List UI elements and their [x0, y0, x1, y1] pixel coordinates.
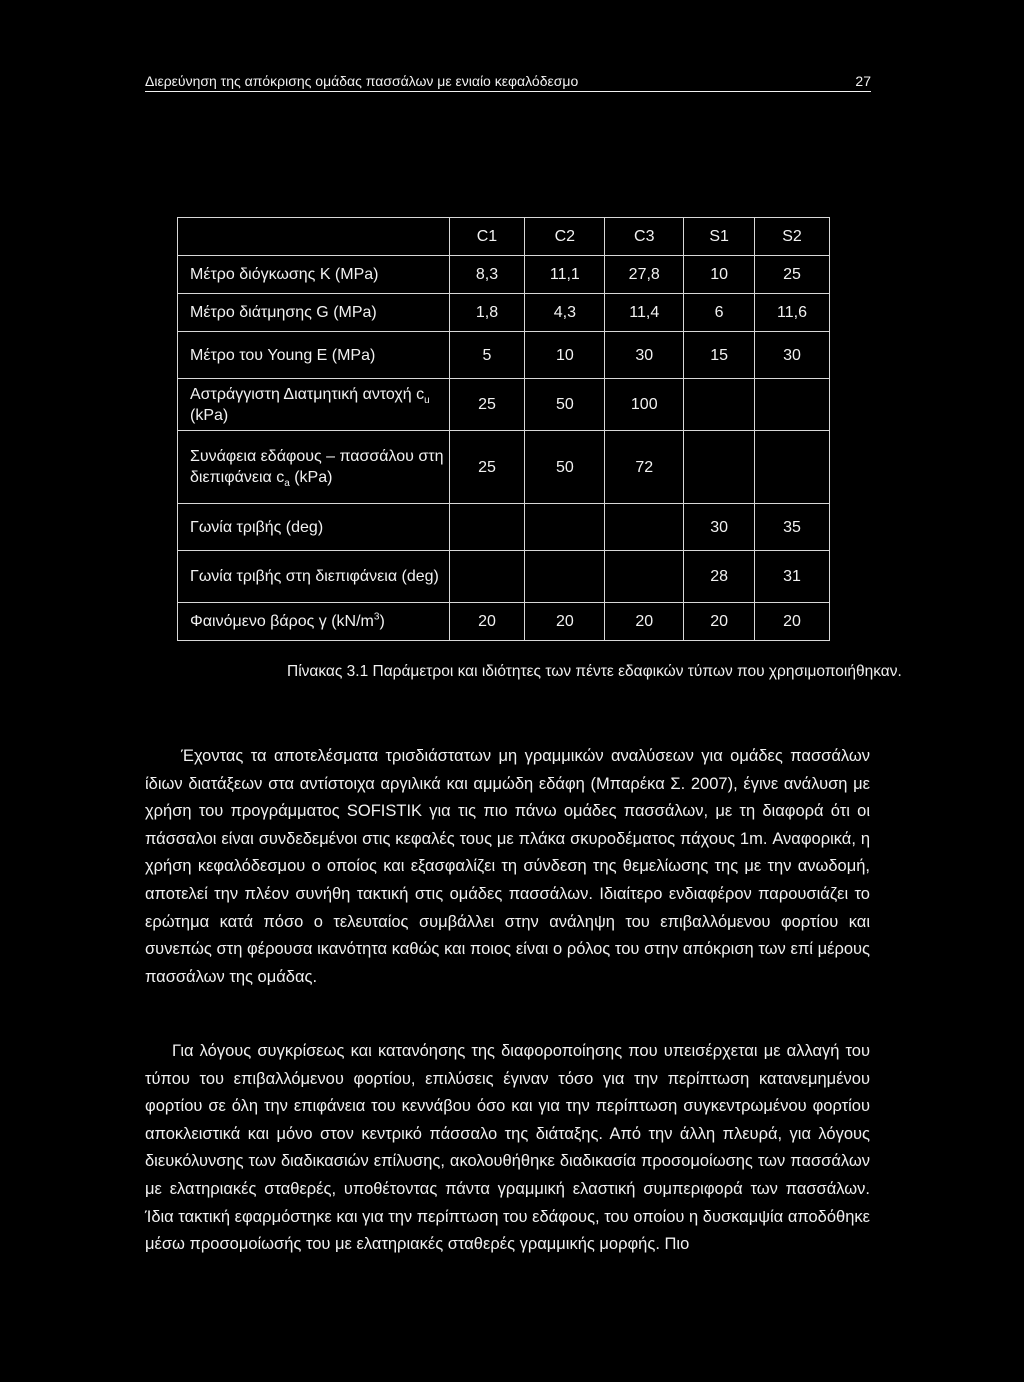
table-cell: 25: [755, 256, 830, 294]
row-label-tail: (kPa): [190, 406, 229, 424]
table-cell: 31: [755, 551, 830, 603]
table-row: [178, 379, 830, 431]
table-cell: [605, 504, 684, 551]
row-label: [178, 431, 450, 504]
table-cell: 20: [525, 603, 605, 641]
row-label-superscript: 3: [373, 611, 380, 623]
table-cell: [684, 431, 755, 504]
body-paragraph: Για λόγους συγκρίσεως και κατανόησης της διαφοροποίησης που υπεισέρχεται με αλλαγή του τύπου του επιβαλλόμενου φορτίου, επιλύσεις έγιναν τόσο για την περίπτωση κατανεμημένου φορτίου σε όλη την επιφάνεια του κεννάβου όσο και για την περίπτωση συγκεντρωμένου φορτίου αποκλειστικά και μόνο στον κεντρικό πάσσαλο της διάταξης. Από την άλλη πλευρά, για λόγους διευκόλυνσης των διαδικασιών επίλυσης, ακολουθήθηκε διαδικασία προσομοίωσης των πασσάλων με ελατηριακές σταθερές, υποθέτοντας πάντα γραμμική ελαστική συμπεριφορά των πασσάλων. Ίδια τακτική εφαρμόστηκε και για την περίπτωση του εδάφους, του οποίου η δυσκαμψία αποδόθηκε μέσω προσομοίωσής του με ελατηριακές σταθερές γραμμικής μορφής. Πιο: [145, 1042, 870, 1254]
running-title: Διερεύνηση της απόκρισης ομάδας πασσάλων με ενιαίο κεφαλόδεσμο: [145, 73, 579, 89]
soil-parameters-table: [177, 217, 830, 641]
row-label: [178, 603, 450, 641]
table-corner-cell: [178, 218, 450, 256]
table-row: [178, 504, 830, 551]
table-cell: 20: [605, 603, 684, 641]
table-cell: 8,3: [449, 256, 525, 294]
table-cell: 11,6: [755, 294, 830, 332]
row-label: Μέτρο διόγκωσης K (MPa): [178, 256, 450, 294]
row-label-subscript: u: [424, 394, 430, 406]
table-cell: [449, 504, 525, 551]
table-cell: 1,8: [449, 294, 525, 332]
column-header: C2: [525, 218, 605, 256]
table-cell: 72: [605, 431, 684, 504]
table-row: [178, 256, 830, 294]
row-label: Μέτρο του Young E (MPa): [178, 332, 450, 379]
table-cell: 4,3: [525, 294, 605, 332]
table-cell: 20: [684, 603, 755, 641]
table-cell: 25: [449, 431, 525, 504]
table-cell: [755, 431, 830, 504]
table-cell: 35: [755, 504, 830, 551]
table-cell: 20: [449, 603, 525, 641]
table-cell: [605, 551, 684, 603]
table-header-row: [178, 218, 830, 256]
table-cell: 100: [605, 379, 684, 431]
table-cell: [755, 379, 830, 431]
running-header: [145, 72, 871, 92]
column-header: C1: [449, 218, 525, 256]
row-label: Μέτρο διάτμησης G (MPa): [178, 294, 450, 332]
table-cell: 28: [684, 551, 755, 603]
row-label: Γωνία τριβής στη διεπιφάνεια (deg): [178, 551, 450, 603]
table-cell: 6: [684, 294, 755, 332]
column-header: S2: [755, 218, 830, 256]
table-cell: [525, 551, 605, 603]
table-cell: 27,8: [605, 256, 684, 294]
row-label-main: Συνάφεια εδάφους – πασσάλου στη διεπιφάνεια c: [190, 448, 444, 486]
table-cell: 11,1: [525, 256, 605, 294]
table-row: [178, 603, 830, 641]
body-paragraph: Έχοντας τα αποτελέσματα τρισδιάστατων μη γραμμικών αναλύσεων για ομάδες πασσάλων ίδιων διατάξεων στα αντίστοιχα αργιλικά και αμμώδη εδάφη (Μπαρέκα Σ. 2007), έγινε ανάλυση με χρήση του προγράμματος SOFISTIK για τις πιο πάνω ομάδες πασσάλων, με τη διαφορά ότι οι πάσσαλοι είναι συνδεδεμένοι στις κεφαλές τους με πλάκα σκυροδέματος πάχους 1m. Αναφορικά, η χρήση κεφαλόδεσμου ο οποίος και εξασφαλίζει τη σύνδεση της θεμελίωσης της με την ανωδομή, αποτελεί την πλέον συνήθη τακτική στις ομάδες πασσάλων. Ιδιαίτερο ενδιαφέρον παρουσιάζει το ερώτημα κατά πόσο ο τελευταίος συμβάλλει στην ανάληψη του επιβαλλόμενου φορτίου και συνεπώς στη φέρουσα ικανότητα καθώς και ποιος είναι ο ρόλος του στην απόκριση των επί μέρους πασσάλων της ομάδας.: [145, 747, 870, 986]
row-label: [178, 379, 450, 431]
column-header: C3: [605, 218, 684, 256]
table-cell: 25: [449, 379, 525, 431]
table-row: [178, 551, 830, 603]
table-cell: [684, 379, 755, 431]
table-cell: 5: [449, 332, 525, 379]
table-cell: 10: [684, 256, 755, 294]
table-caption: Πίνακας 3.1 Παράμετροι και ιδιότητες των πέντε εδαφικών τύπων που χρησιμοποιήθηκαν.: [287, 663, 902, 680]
table-cell: [525, 504, 605, 551]
row-label-tail: (kPa): [289, 469, 333, 486]
row-label-tail: ): [379, 613, 385, 630]
table-cell: 50: [525, 379, 605, 431]
table-cell: 20: [755, 603, 830, 641]
row-label: Γωνία τριβής (deg): [178, 504, 450, 551]
row-label-subscript: a: [284, 478, 290, 490]
table-cell: 10: [525, 332, 605, 379]
table-cell: 15: [684, 332, 755, 379]
table-cell: 11,4: [605, 294, 684, 332]
row-label-main: Φαινόμενο βάρος γ (kN/m: [190, 613, 374, 630]
page-number: 27: [855, 73, 871, 89]
table-cell: 50: [525, 431, 605, 504]
table-cell: 30: [755, 332, 830, 379]
table-cell: [449, 551, 525, 603]
row-label-main: Αστράγγιστη Διατμητική αντοχή c: [190, 385, 425, 403]
column-header: S1: [684, 218, 755, 256]
table-row: [178, 332, 830, 379]
table-cell: 30: [605, 332, 684, 379]
table-row: [178, 431, 830, 504]
table-cell: 30: [684, 504, 755, 551]
table-row: [178, 294, 830, 332]
